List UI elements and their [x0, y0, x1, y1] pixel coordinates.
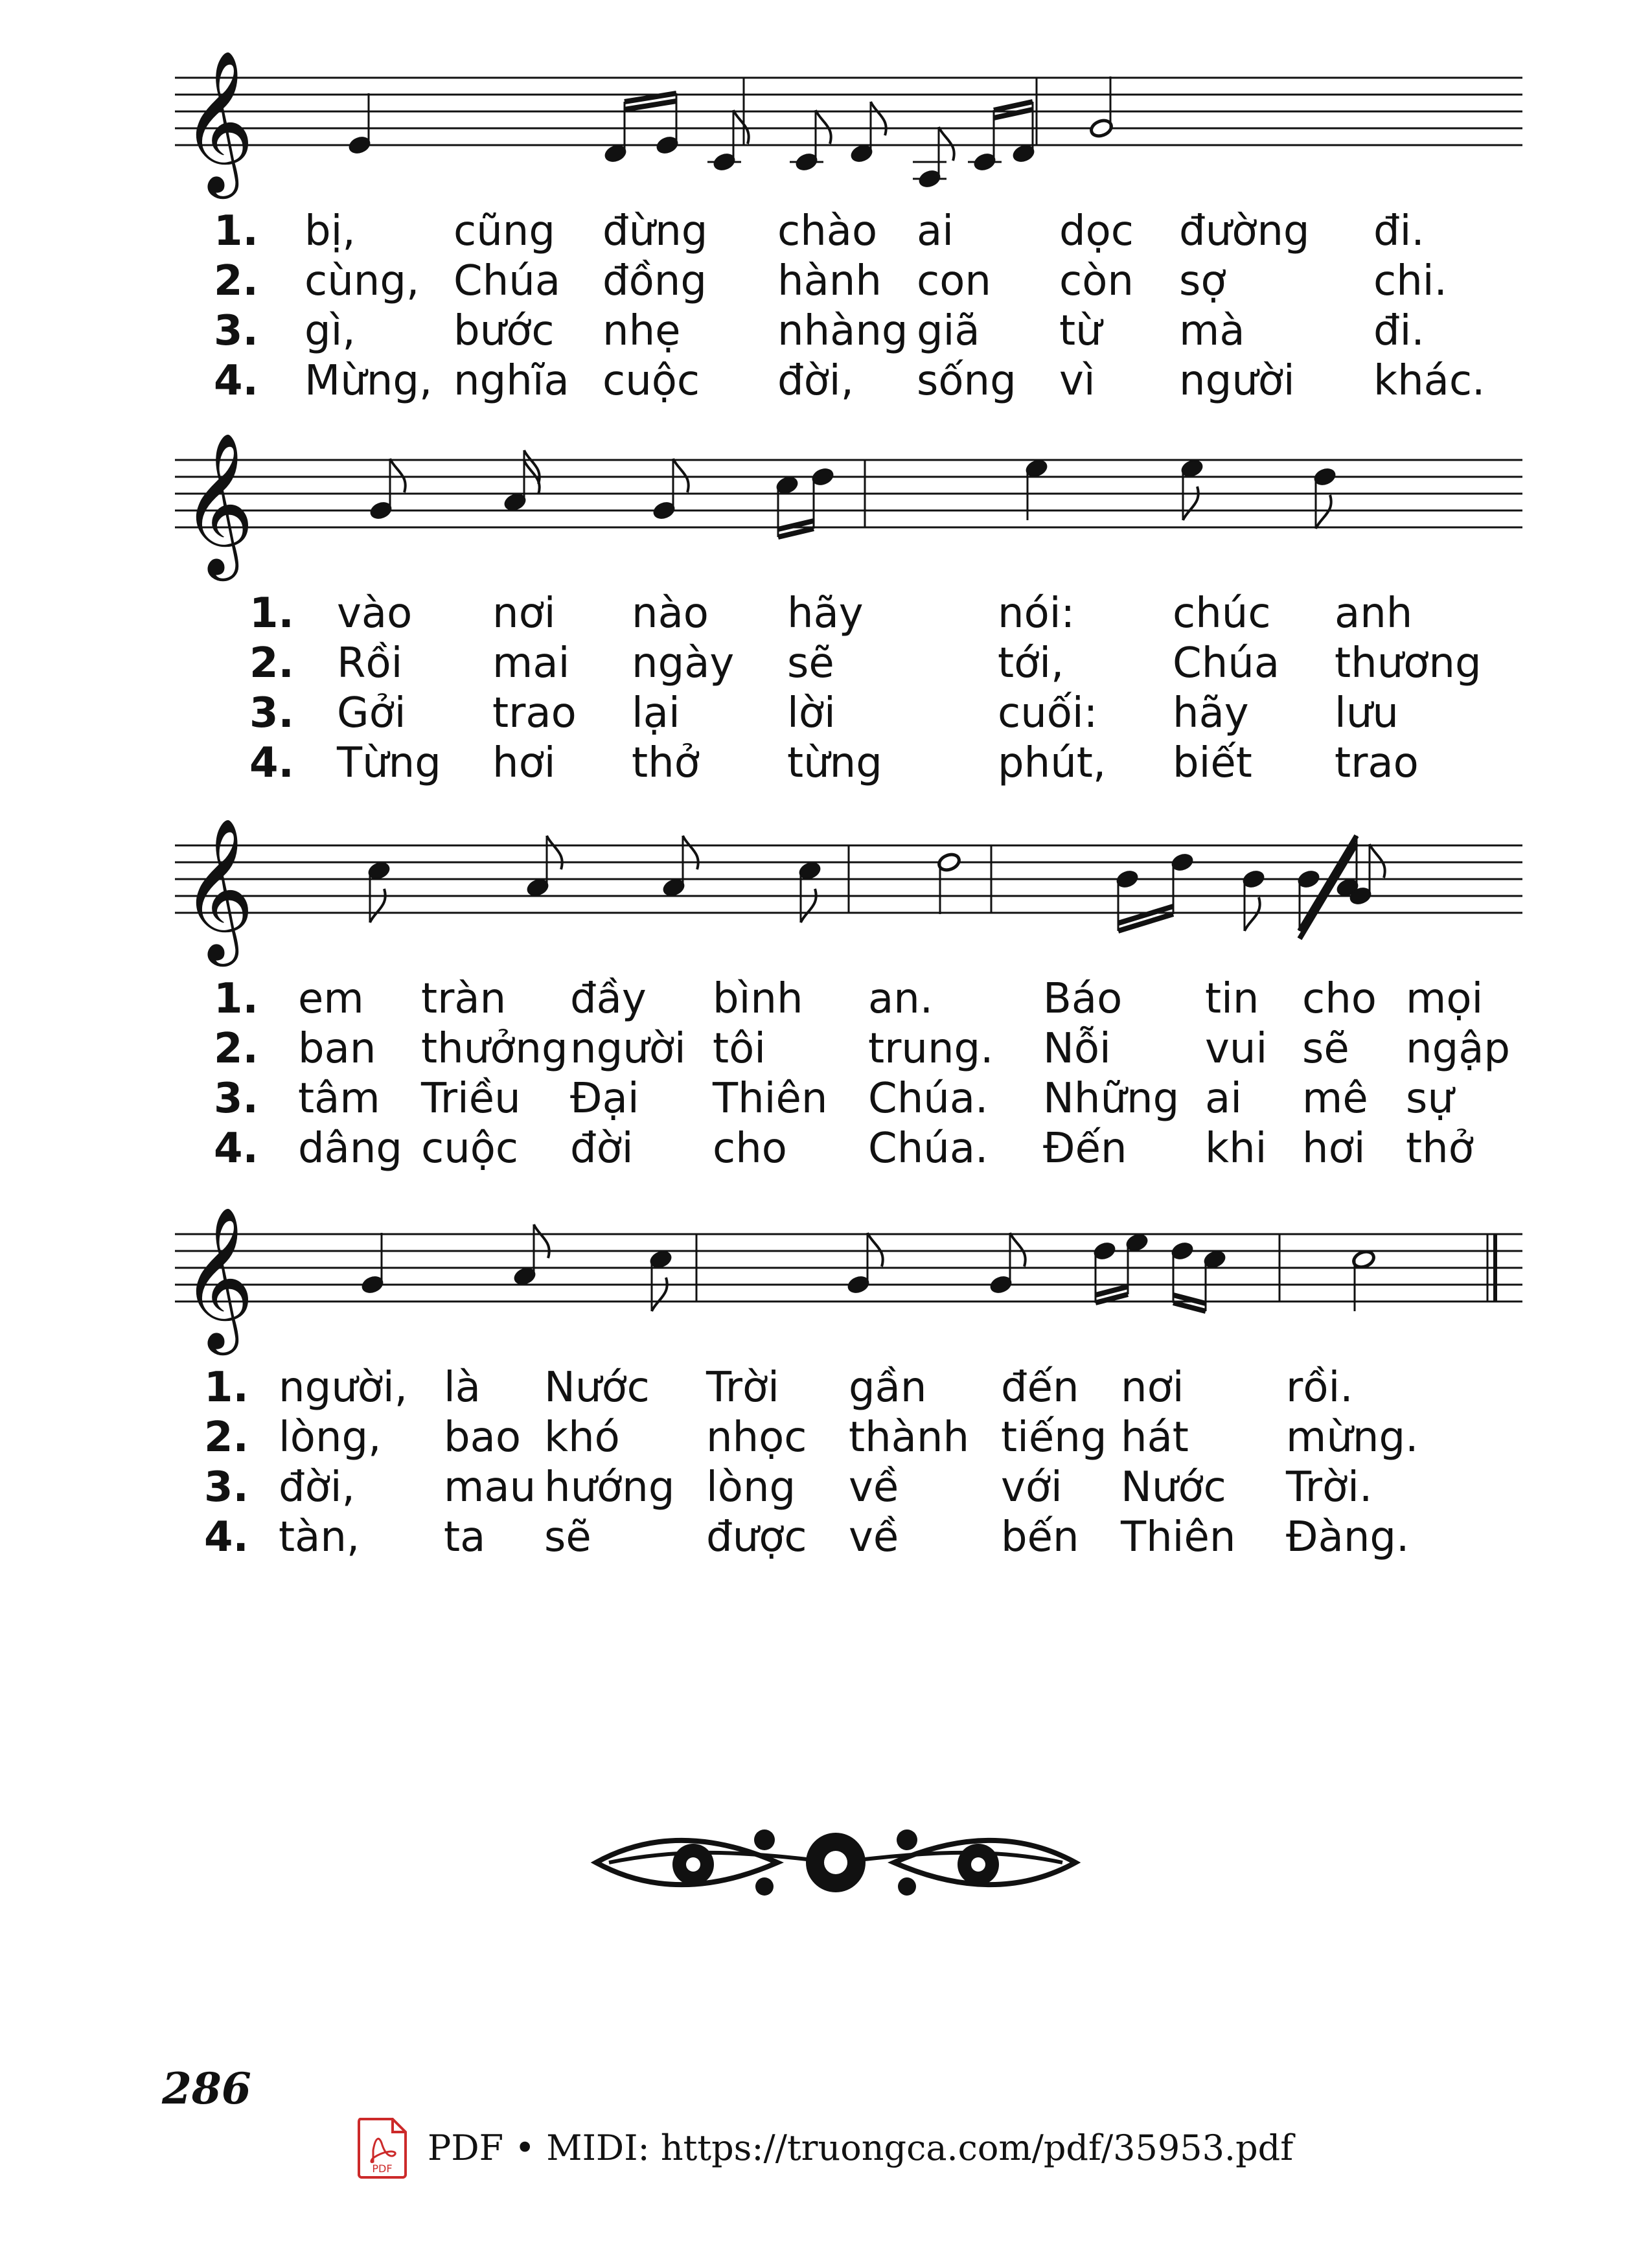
lyric-syllable: ai — [917, 207, 954, 255]
lyric-syllable: ngày — [632, 639, 735, 687]
verse-number: 3. — [214, 1075, 258, 1123]
lyric-syllable: người — [1179, 357, 1295, 405]
lyric-syllable: nhàng — [777, 307, 908, 355]
lyric-syllable: Báo — [1043, 975, 1123, 1023]
pdf-file-icon — [356, 2116, 408, 2179]
note-flag — [683, 836, 698, 869]
lyric-syllable: thưởng — [421, 1025, 568, 1073]
floral-ornament-icon — [583, 1814, 1088, 1911]
lyric-syllable: tâm — [298, 1075, 380, 1123]
staff-system — [175, 1182, 1522, 1351]
footer-text: PDF • MIDI: https://truongca.com/pdf/35953.pdf — [428, 2127, 1294, 2168]
lyric-syllable: trao — [492, 689, 577, 737]
lyric-syllable: mai — [492, 639, 570, 687]
lyric-syllable: thở — [1406, 1125, 1474, 1173]
lyric-syllable: biết — [1173, 739, 1252, 787]
lyric-syllable: lời — [787, 689, 836, 737]
lyric-syllable: đi. — [1373, 207, 1425, 255]
lyric-line — [0, 639, 1652, 691]
lyric-syllable: Trời — [706, 1364, 779, 1412]
music-staff — [175, 408, 1522, 577]
lyric-line — [0, 1364, 1652, 1416]
lyric-syllable: rồi. — [1286, 1364, 1353, 1412]
lyric-syllable: Từng — [337, 739, 441, 787]
verse-number: 2. — [214, 257, 258, 305]
lyric-syllable: về — [849, 1463, 899, 1511]
verse-number: 1. — [214, 207, 258, 255]
lyric-syllable: vào — [337, 590, 413, 637]
lyric-line — [0, 207, 1652, 259]
music-staff — [175, 794, 1522, 962]
staff-system — [175, 26, 1522, 194]
lyric-syllable: đời — [570, 1125, 634, 1173]
lyric-line — [0, 357, 1652, 409]
lyric-syllable: lại — [632, 689, 680, 737]
note-flag — [1370, 844, 1385, 878]
footer-link[interactable] — [356, 2115, 1293, 2180]
lyric-line — [0, 975, 1652, 1027]
lyric-syllable: tàn, — [279, 1513, 360, 1561]
lyric-syllable: từ — [1059, 307, 1102, 355]
lyric-syllable: Những — [1043, 1075, 1180, 1123]
lyric-line — [0, 1513, 1652, 1565]
lyric-syllable: trung. — [868, 1025, 994, 1073]
lyric-syllable: con — [917, 257, 991, 305]
verse-number: 3. — [204, 1463, 249, 1511]
lyric-syllable: mừng. — [1286, 1414, 1419, 1462]
lyric-line — [0, 1463, 1652, 1515]
lyric-syllable: hành — [777, 257, 882, 305]
lyric-syllable: Gởi — [337, 689, 406, 737]
lyric-line — [0, 689, 1652, 741]
lyric-syllable: vui — [1205, 1025, 1268, 1073]
lyric-line — [0, 590, 1652, 641]
note-flag — [733, 110, 749, 144]
lyric-line — [0, 1125, 1652, 1176]
note-flag — [939, 127, 954, 161]
lyric-syllable: tràn — [421, 975, 507, 1023]
note-flag — [534, 1224, 549, 1258]
lyric-syllable: mê — [1302, 1075, 1368, 1123]
lyric-syllable: thở — [632, 739, 700, 787]
note-flag — [867, 1233, 883, 1267]
note-flag — [801, 889, 816, 923]
verse-number: 4. — [204, 1513, 249, 1561]
note-flag — [1316, 495, 1331, 529]
lyric-syllable: là — [444, 1364, 481, 1412]
lyric-syllable: ngập — [1406, 1025, 1511, 1073]
note-flag — [1245, 897, 1260, 931]
note-flag — [1010, 1233, 1026, 1267]
lyric-line — [0, 1075, 1652, 1127]
lyric-syllable: đồng — [602, 257, 707, 305]
lyric-syllable: sẽ — [787, 639, 834, 687]
lyric-line — [0, 1025, 1652, 1077]
lyric-syllable: bến — [1001, 1513, 1079, 1561]
staff-system — [175, 794, 1522, 962]
lyric-syllable: giã — [917, 307, 980, 355]
lyric-line — [0, 257, 1652, 309]
lyric-syllable: nghĩa — [453, 357, 569, 405]
lyric-syllable: mọi — [1406, 975, 1484, 1023]
lyric-syllable: chúc — [1173, 590, 1271, 637]
lyric-syllable: mau — [444, 1463, 536, 1511]
lyric-syllable: nơi — [1121, 1364, 1184, 1412]
lyric-syllable: sẽ — [544, 1513, 591, 1561]
lyric-syllable: nơi — [492, 590, 556, 637]
lyric-syllable: nói: — [998, 590, 1075, 637]
lyric-syllable: cuộc — [421, 1125, 519, 1173]
lyric-syllable: cho — [1302, 975, 1377, 1023]
lyric-syllable: Đàng. — [1286, 1513, 1410, 1561]
lyric-syllable: nhẹ — [602, 307, 681, 355]
staff-system — [175, 408, 1522, 577]
lyric-syllable: đường — [1179, 207, 1310, 255]
lyric-syllable: Triều — [421, 1075, 521, 1123]
lyric-syllable: dọc — [1059, 207, 1134, 255]
lyric-syllable: sợ — [1179, 257, 1226, 305]
pdf-icon-label: PDF — [372, 2162, 393, 2175]
lyric-syllable: nhọc — [706, 1414, 807, 1462]
verse-number: 1. — [249, 590, 294, 637]
verse-number: 1. — [214, 975, 258, 1023]
lyric-syllable: Chúa. — [868, 1075, 989, 1123]
lyric-line — [0, 1414, 1652, 1465]
lyric-line — [0, 739, 1652, 791]
lyric-syllable: hướng — [544, 1463, 675, 1511]
lyric-syllable: gì, — [304, 307, 356, 355]
lyric-syllable: sống — [917, 357, 1016, 405]
lyric-syllable: dâng — [298, 1125, 403, 1173]
lyric-syllable: cùng, — [304, 257, 420, 305]
lyric-syllable: thành — [849, 1414, 969, 1462]
lyric-syllable: Thiên — [713, 1075, 828, 1123]
verse-number: 2. — [204, 1414, 249, 1462]
lyric-syllable: đời, — [777, 357, 854, 405]
lyric-syllable: gần — [849, 1364, 927, 1412]
lyric-syllable: Đại — [570, 1075, 639, 1123]
lyric-syllable: khó — [544, 1414, 620, 1462]
lyric-syllable: sự — [1406, 1075, 1454, 1123]
lyric-syllable: đi. — [1373, 307, 1425, 355]
treble-clef-icon: 𝄞 — [181, 1206, 255, 1349]
lyric-syllable: Nỗi — [1043, 1025, 1111, 1073]
lyric-syllable: ai — [1205, 1075, 1242, 1123]
verse-number: 3. — [214, 307, 258, 355]
verse-number: 4. — [214, 1125, 258, 1173]
lyric-syllable: Chúa — [1173, 639, 1280, 687]
note-flag — [370, 889, 385, 923]
verse-number: 4. — [214, 357, 258, 405]
note-flag — [390, 459, 406, 492]
page-number: 286 — [162, 2063, 251, 2114]
lyric-syllable: phút, — [998, 739, 1107, 787]
lyric-syllable: Nước — [544, 1364, 650, 1412]
lyric-syllable: tôi — [713, 1025, 766, 1073]
lyric-syllable: Đến — [1043, 1125, 1127, 1173]
lyric-syllable: Rồi — [337, 639, 403, 687]
lyric-syllable: anh — [1335, 590, 1413, 637]
lyric-syllable: sẽ — [1302, 1025, 1349, 1073]
lyric-syllable: ta — [444, 1513, 486, 1561]
verse-number: 2. — [214, 1025, 258, 1073]
note-flag — [816, 110, 831, 144]
lyric-syllable: bị, — [304, 207, 356, 255]
lyric-syllable: được — [706, 1513, 807, 1561]
music-staff — [175, 26, 1522, 194]
lyric-syllable: cho — [713, 1125, 787, 1173]
lyric-syllable: khi — [1205, 1125, 1267, 1173]
verse-number: 4. — [249, 739, 294, 787]
lyric-syllable: cuộc — [602, 357, 700, 405]
lyric-syllable: về — [849, 1513, 899, 1561]
note-flag — [547, 836, 562, 869]
lyric-syllable: chi. — [1373, 257, 1447, 305]
note-flag — [1183, 487, 1199, 520]
lyric-syllable: cuối: — [998, 689, 1098, 737]
lyric-syllable: lưu — [1335, 689, 1399, 737]
verse-number: 2. — [249, 639, 294, 687]
lyric-syllable: an. — [868, 975, 934, 1023]
lyric-syllable: trao — [1335, 739, 1419, 787]
lyric-syllable: đến — [1001, 1364, 1079, 1412]
lyric-syllable: người, — [279, 1364, 408, 1412]
lyric-syllable: Chúa. — [868, 1125, 989, 1173]
lyric-syllable: bình — [713, 975, 803, 1023]
treble-clef-icon: 𝄞 — [181, 817, 255, 960]
lyric-syllable: cũng — [453, 207, 555, 255]
lyric-syllable: hát — [1121, 1414, 1189, 1462]
treble-clef-icon: 𝄞 — [181, 49, 255, 192]
lyric-syllable: tin — [1205, 975, 1259, 1023]
verse-number: 1. — [204, 1364, 249, 1412]
lyric-syllable: hãy — [787, 590, 864, 637]
lyric-syllable: đầy — [570, 975, 647, 1023]
lyric-syllable: vì — [1059, 357, 1096, 405]
music-staff — [175, 1182, 1522, 1351]
lyric-line — [0, 307, 1652, 359]
note-flag — [871, 102, 886, 135]
lyric-syllable: Nước — [1121, 1463, 1226, 1511]
lyric-syllable: lòng, — [279, 1414, 382, 1462]
verse-number: 3. — [249, 689, 294, 737]
lyric-syllable: bao — [444, 1414, 521, 1462]
lyric-syllable: đừng — [602, 207, 708, 255]
lyric-syllable: tiếng — [1001, 1414, 1107, 1462]
note-flag — [673, 459, 689, 492]
lyric-syllable: ban — [298, 1025, 376, 1073]
lyric-syllable: còn — [1059, 257, 1134, 305]
treble-clef-icon: 𝄞 — [181, 431, 255, 575]
lyric-syllable: với — [1001, 1463, 1062, 1511]
lyric-syllable: lòng — [706, 1463, 796, 1511]
lyric-syllable: chào — [777, 207, 878, 255]
lyric-syllable: hãy — [1173, 689, 1249, 737]
lyric-syllable: tới, — [998, 639, 1064, 687]
lyric-syllable: hơi — [1302, 1125, 1366, 1173]
lyric-syllable: bước — [453, 307, 555, 355]
lyric-syllable: nào — [632, 590, 709, 637]
lyric-syllable: từng — [787, 739, 882, 787]
lyric-syllable: hơi — [492, 739, 556, 787]
lyric-syllable: khác. — [1373, 357, 1486, 405]
lyric-syllable: Trời. — [1286, 1463, 1373, 1511]
lyric-syllable: em — [298, 975, 364, 1023]
lyric-syllable: Mừng, — [304, 357, 433, 405]
lyric-syllable: Thiên — [1121, 1513, 1236, 1561]
lyric-syllable: đời, — [279, 1463, 355, 1511]
lyric-syllable: thương — [1335, 639, 1482, 687]
lyric-syllable: người — [570, 1025, 686, 1073]
note-flag — [652, 1278, 667, 1311]
lyric-syllable: mà — [1179, 307, 1245, 355]
lyric-syllable: Chúa — [453, 257, 561, 305]
